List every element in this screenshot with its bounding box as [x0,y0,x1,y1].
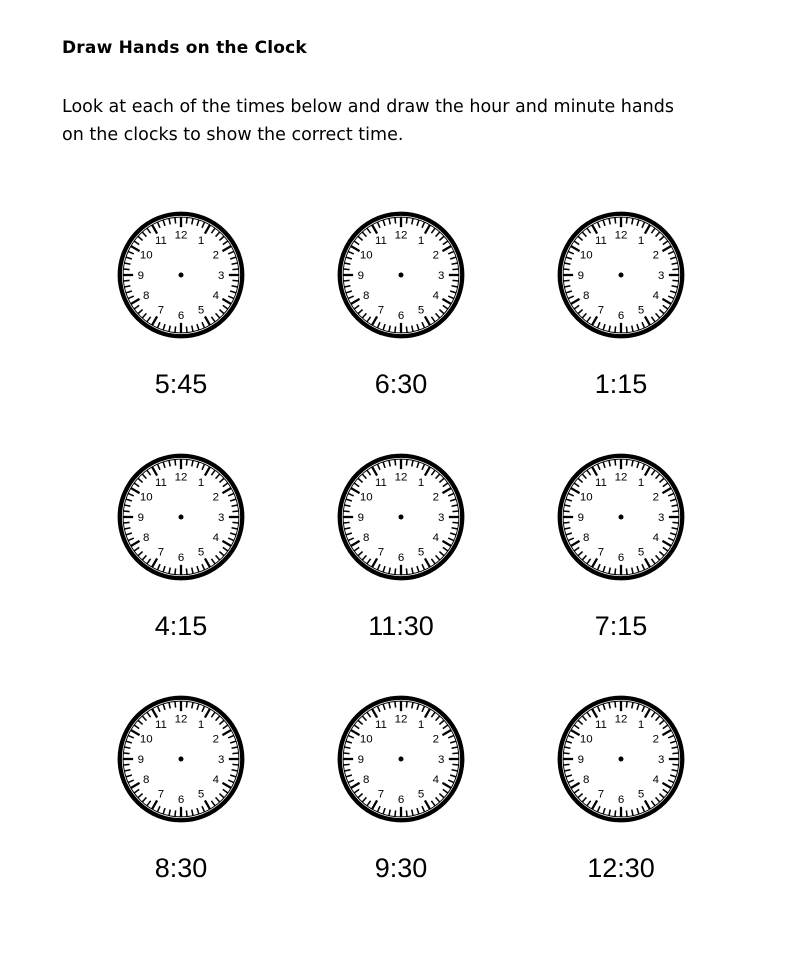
clock-minute-tick [615,701,616,707]
clock-numeral: 1 [637,235,645,248]
instructions [62,93,762,149]
clock-numeral: 4 [212,531,220,544]
clock-time-label: 7:15 [594,611,648,641]
clock-center-dot [179,757,184,762]
clock-minute-tick [626,568,627,574]
clock-numeral: 11 [594,719,607,732]
clock-minute-tick [175,217,176,223]
clock-numeral: 6 [177,794,185,807]
clock-minute-tick [343,522,349,523]
clock-minute-tick [452,753,458,754]
clock-center-dot [179,273,184,278]
clock-numeral: 10 [579,733,593,746]
clock-numeral: 11 [154,477,167,490]
clock-minute-tick [395,810,396,816]
clock-numeral: 2 [212,491,220,504]
clock-numeral: 12 [614,713,628,726]
clock-numeral: 5 [197,304,205,317]
clock-numeral: 6 [617,794,625,807]
clock-numeral: 3 [438,511,445,524]
clock-center-dot [399,757,404,762]
clock-face-icon[interactable] [334,692,468,826]
clock-numeral: 11 [154,235,167,248]
clock-numeral: 11 [594,235,607,248]
clock-numeral: 5 [637,546,645,559]
clock-minute-tick [672,511,678,512]
clock-minute-tick [615,217,616,223]
clock-numeral: 1 [637,719,645,732]
clock-numeral: 5 [637,304,645,317]
clock-numeral: 1 [417,719,425,732]
clock-numeral: 7 [597,304,605,317]
clock-minute-tick [186,217,187,223]
clock-numeral: 5 [197,788,205,801]
clock-minute-tick [672,764,678,765]
clock-minute-tick [452,280,458,281]
clock-numeral: 8 [142,773,150,786]
clock-numeral: 6 [617,310,625,323]
clock-numeral: 10 [359,249,373,262]
clock-numeral: 9 [137,753,144,766]
clock-numeral: 12 [174,471,188,484]
clock-time-label: 4:15 [154,611,208,641]
clock-time-label: 5:45 [154,369,208,399]
clock-numeral: 8 [142,531,150,544]
clock-numeral: 1 [197,477,205,490]
clock-minute-tick [395,459,396,465]
clock-numeral: 4 [652,289,660,302]
clock-card [521,692,721,912]
clock-numeral: 2 [212,249,220,262]
clock-numeral: 9 [357,511,364,524]
clock-card [301,208,501,428]
clock-numeral: 5 [197,546,205,559]
clock-minute-tick [343,764,349,765]
clock-minute-tick [626,217,627,223]
clock-numeral: 3 [658,511,665,524]
clock-minute-tick [123,269,129,270]
clock-minute-tick [175,568,176,574]
clock-face-icon[interactable] [334,450,468,584]
clock-minute-tick [452,764,458,765]
clock-numeral: 1 [637,477,645,490]
clock-minute-tick [123,280,129,281]
clock-numeral: 1 [417,235,425,248]
clock-time-label: 12:30 [587,853,655,883]
clock-numeral: 7 [377,546,385,559]
clock-minute-tick [452,522,458,523]
clock-numeral: 2 [212,733,220,746]
clock-numeral: 4 [652,531,660,544]
clock-numeral: 8 [582,289,590,302]
clock-minute-tick [395,326,396,332]
clock-minute-tick [563,511,569,512]
clock-numeral: 12 [174,713,188,726]
clock-minute-tick [123,511,129,512]
clock-time-label: 6:30 [374,369,428,399]
clock-numeral: 5 [637,788,645,801]
clock-center-dot [619,273,624,278]
clock-numeral: 3 [218,511,225,524]
clock-minute-tick [406,568,407,574]
instructions-line-2: on the clocks to show the correct time. [62,125,404,145]
clock-minute-tick [123,764,129,765]
clock-numeral: 6 [177,552,185,565]
clock-numeral: 6 [397,794,405,807]
clock-numeral: 6 [397,310,405,323]
clock-minute-tick [395,217,396,223]
clock-numeral: 1 [197,719,205,732]
clock-numeral: 4 [432,531,440,544]
clock-minute-tick [672,280,678,281]
clock-numeral: 8 [362,531,370,544]
clock-minute-tick [563,522,569,523]
clock-minute-tick [343,269,349,270]
clock-numeral: 12 [394,229,408,242]
clock-numeral: 2 [652,491,660,504]
clock-numeral: 12 [614,229,628,242]
clock-numeral: 12 [174,229,188,242]
clock-numeral: 9 [137,511,144,524]
clock-time-label: 8:30 [154,853,208,883]
clock-minute-tick [232,764,238,765]
clock-numeral: 1 [417,477,425,490]
clock-numeral: 2 [652,733,660,746]
clock-minute-tick [672,269,678,270]
clock-numeral: 9 [577,753,584,766]
clock-minute-tick [186,568,187,574]
clock-numeral: 10 [579,491,593,504]
clock-minute-tick [615,459,616,465]
clock-card [81,450,281,670]
clock-card [81,692,281,912]
clock-minute-tick [626,701,627,707]
clock-minute-tick [186,810,187,816]
clock-numeral: 10 [139,733,153,746]
clock-numeral: 3 [218,753,225,766]
clock-numeral: 11 [154,719,167,732]
clock-numeral: 3 [218,269,225,282]
clock-minute-tick [452,511,458,512]
clock-numeral: 8 [362,289,370,302]
clock-numeral: 10 [359,491,373,504]
clock-minute-tick [672,753,678,754]
clock-center-dot [179,515,184,520]
clock-minute-tick [563,269,569,270]
clock-numeral: 4 [212,773,220,786]
clock-numeral: 11 [374,477,387,490]
clock-numeral: 8 [362,773,370,786]
clock-face-icon[interactable] [114,450,248,584]
clock-face-icon[interactable] [554,208,688,342]
clock-face-icon[interactable] [114,692,248,826]
clock-minute-tick [406,459,407,465]
clock-numeral: 7 [157,788,165,801]
clock-minute-tick [232,280,238,281]
clock-numeral: 2 [432,491,440,504]
clock-numeral: 3 [658,269,665,282]
clock-minute-tick [615,810,616,816]
clock-numeral: 4 [432,289,440,302]
clock-card [521,208,721,428]
clock-minute-tick [452,269,458,270]
clock-minute-tick [343,753,349,754]
clock-card [301,692,501,912]
clock-face-icon[interactable] [554,450,688,584]
clock-numeral: 2 [432,249,440,262]
clock-face-icon[interactable] [334,208,468,342]
clock-numeral: 3 [658,753,665,766]
clock-numeral: 3 [438,269,445,282]
clock-numeral: 9 [137,269,144,282]
clock-numeral: 11 [374,235,387,248]
clock-numeral: 9 [357,753,364,766]
clock-numeral: 6 [177,310,185,323]
clock-numeral: 9 [357,269,364,282]
page-title: Draw Hands on the Clock [62,38,307,58]
instructions-line-1: Look at each of the times below and draw the hour and minute hands [62,97,674,117]
clock-numeral: 3 [438,753,445,766]
clock-numeral: 7 [377,304,385,317]
clock-time-label: 1:15 [594,369,648,399]
clock-numeral: 5 [417,304,425,317]
clock-numeral: 4 [652,773,660,786]
clock-card [301,450,501,670]
clock-center-dot [399,273,404,278]
clock-numeral: 12 [394,713,408,726]
clock-minute-tick [672,522,678,523]
clock-numeral: 11 [594,477,607,490]
clock-minute-tick [626,326,627,332]
clock-minute-tick [175,701,176,707]
clock-time-label: 11:30 [368,611,434,641]
clock-numeral: 6 [397,552,405,565]
clock-numeral: 7 [157,546,165,559]
clock-numeral: 11 [374,719,387,732]
clock-numeral: 2 [652,249,660,262]
clock-numeral: 7 [157,304,165,317]
clock-numeral: 10 [579,249,593,262]
clock-numeral: 6 [617,552,625,565]
clock-minute-tick [406,326,407,332]
clock-face-icon[interactable] [554,692,688,826]
clock-minute-tick [175,810,176,816]
clock-center-dot [619,515,624,520]
clock-minute-tick [123,753,129,754]
clock-numeral: 8 [582,531,590,544]
clock-numeral: 2 [432,733,440,746]
clock-numeral: 12 [614,471,628,484]
clock-minute-tick [563,280,569,281]
clock-minute-tick [563,764,569,765]
clock-minute-tick [406,217,407,223]
clock-minute-tick [615,568,616,574]
clock-numeral: 4 [432,773,440,786]
clock-card [521,450,721,670]
clock-minute-tick [175,326,176,332]
clock-numeral: 10 [139,491,153,504]
clock-minute-tick [563,753,569,754]
clock-numeral: 10 [359,733,373,746]
clock-face-icon[interactable] [114,208,248,342]
clock-numeral: 8 [142,289,150,302]
clock-minute-tick [175,459,176,465]
clock-time-label: 9:30 [374,853,428,883]
clock-numeral: 4 [212,289,220,302]
clock-minute-tick [232,269,238,270]
clock-numeral: 8 [582,773,590,786]
clock-minute-tick [232,511,238,512]
clock-minute-tick [123,522,129,523]
clock-minute-tick [406,701,407,707]
clock-numeral: 9 [577,269,584,282]
clock-numeral: 10 [139,249,153,262]
clock-minute-tick [232,522,238,523]
clock-minute-tick [615,326,616,332]
clock-minute-tick [395,701,396,707]
clock-center-dot [399,515,404,520]
clock-minute-tick [626,459,627,465]
clock-minute-tick [186,701,187,707]
clock-center-dot [619,757,624,762]
clock-numeral: 12 [394,471,408,484]
clock-minute-tick [186,326,187,332]
clock-numeral: 7 [597,546,605,559]
clock-minute-tick [232,753,238,754]
clock-numeral: 5 [417,546,425,559]
clock-numeral: 9 [577,511,584,524]
clock-minute-tick [626,810,627,816]
clock-card [81,208,281,428]
clock-numeral: 7 [377,788,385,801]
clock-minute-tick [406,810,407,816]
clock-minute-tick [395,568,396,574]
clock-numeral: 5 [417,788,425,801]
clock-minute-tick [343,511,349,512]
clock-minute-tick [186,459,187,465]
clock-minute-tick [343,280,349,281]
clock-numeral: 7 [597,788,605,801]
clock-numeral: 1 [197,235,205,248]
